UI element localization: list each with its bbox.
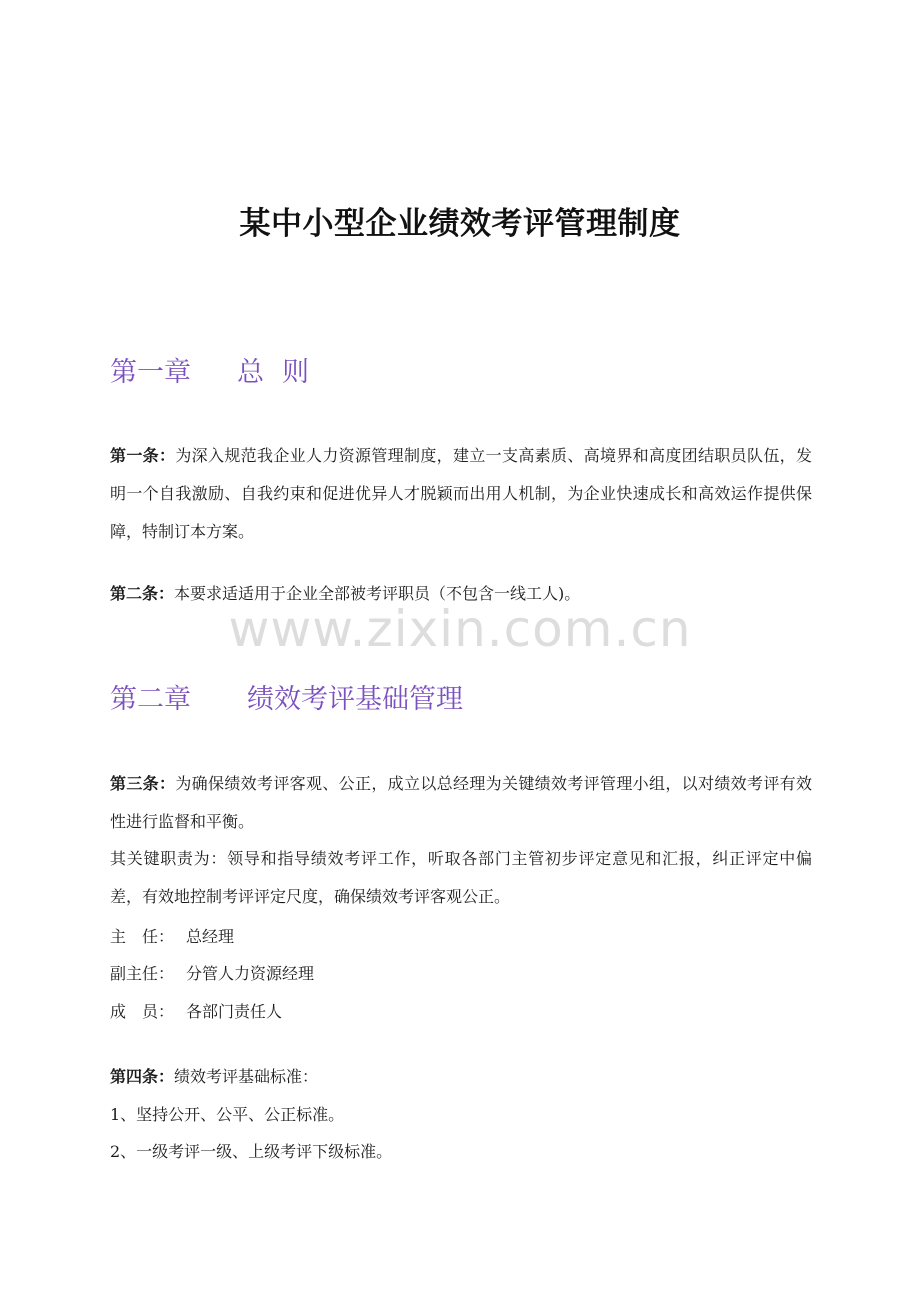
role-row	[110, 918, 234, 956]
chapter-2-heading	[110, 677, 463, 716]
article-4-label: 第四条：	[110, 1067, 175, 1086]
article-4-text: 绩效考评基础标准：	[174, 1067, 319, 1086]
chapter-2-number: 第二章	[110, 684, 191, 715]
article-3-label: 第三条：	[110, 774, 176, 793]
role-person: 总经理	[186, 927, 235, 946]
role-label: 主 任：	[110, 927, 175, 946]
article-3-text: 为确保绩效考评客观、公正，成立以总经理为关键绩效考评管理小组，以对绩效考评有效性进行监督和平衡。	[110, 774, 812, 831]
list-item: 1、坚持公开、公平、公正标准。	[110, 1105, 345, 1124]
list-item: 2、一级考评一级、上级考评下级标准。	[110, 1142, 393, 1161]
article-1	[110, 437, 812, 551]
article-1-label: 第一条：	[110, 446, 176, 465]
article-1-text: 为深入规范我企业人力资源管理制度，建立一支高素质、高境界和高度团结职员队伍，发明一个自我激励、自我约束和促进优异人才脱颖而出用人机制，为企业快速成长和高效运作提供保障，特制订本方案。	[110, 446, 812, 541]
chapter-1-number: 第一章	[110, 357, 191, 388]
document-title: 某中小型企业绩效考评管理制度	[239, 206, 681, 242]
duties-paragraph	[110, 840, 812, 916]
role-row	[110, 955, 314, 993]
watermark: www.zixin.com.cn	[228, 600, 692, 658]
role-person: 分管人力资源经理	[186, 964, 315, 983]
role-person: 各部门责任人	[186, 1002, 283, 1021]
article-3	[110, 765, 812, 841]
chapter-1-title: 总则	[237, 357, 327, 388]
role-label: 成 员：	[110, 1002, 175, 1021]
duties-text: 其关键职责为：领导和指导绩效考评工作，听取各部门主管初步评定意见和汇报，纠正评定中偏差，有效地控制考评评定尺度，确保绩效考评客观公正。	[110, 849, 812, 906]
article-4	[110, 1058, 318, 1096]
article-2-text: 本要求适适用于企业全部被考评职员（不包含一线工人)。	[174, 584, 581, 603]
role-label: 副主任：	[110, 964, 175, 983]
role-row	[110, 993, 282, 1031]
chapter-1-heading	[110, 350, 327, 389]
article-2-label: 第二条：	[110, 584, 175, 603]
article-2	[110, 575, 812, 613]
chapter-2-title: 绩效考评基础管理	[247, 684, 463, 715]
